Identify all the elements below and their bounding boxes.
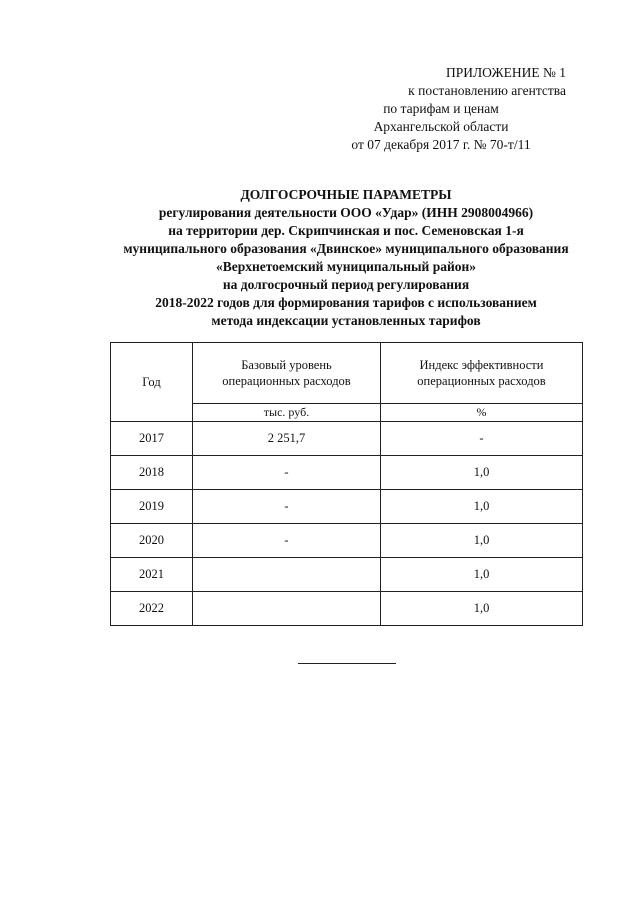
title-heading: ДОЛГОСРОЧНЫЕ ПАРАМЕТРЫ xyxy=(240,187,452,202)
parameters-table xyxy=(110,342,583,626)
cell-year: 2019 xyxy=(111,490,193,524)
cell-base-level xyxy=(193,558,381,592)
cell-efficiency-index: 1,0 xyxy=(381,456,583,490)
table-row xyxy=(111,422,583,456)
appendix-line-3: по тарифам и ценам xyxy=(383,101,499,116)
signature-line xyxy=(298,663,396,664)
cell-efficiency-index: 1,0 xyxy=(381,558,583,592)
title-line-6: на долгосрочный период регулирования xyxy=(222,277,470,292)
cell-base-level: - xyxy=(193,456,381,490)
appendix-number: ПРИЛОЖЕНИЕ № 1 xyxy=(445,65,566,80)
header-base-level-line-2: операционных расходов xyxy=(222,374,351,388)
appendix-block xyxy=(316,64,566,154)
cell-efficiency-index: - xyxy=(381,422,583,456)
cell-base-level: - xyxy=(193,490,381,524)
title-line-3: на территории дер. Скрипчинская и пос. Семеновская 1-я xyxy=(168,223,524,238)
header-efficiency-line-2: операционных расходов xyxy=(417,374,546,388)
cell-efficiency-index: 1,0 xyxy=(381,592,583,626)
table-row xyxy=(111,524,583,558)
title-line-5: «Верхнетоемский муниципальный район» xyxy=(215,259,477,274)
unit-base-level: тыс. руб. xyxy=(193,404,381,422)
cell-year: 2021 xyxy=(111,558,193,592)
table-row xyxy=(111,490,583,524)
cell-efficiency-index: 1,0 xyxy=(381,490,583,524)
title-line-4: муниципального образования «Двинское» муниципального образования xyxy=(123,241,569,256)
appendix-date: от 07 декабря 2017 г. № 70-т/11 xyxy=(351,137,531,152)
header-efficiency-index xyxy=(381,343,583,404)
table-row xyxy=(111,592,583,626)
header-base-level-line-1: Базовый уровень xyxy=(241,358,332,372)
appendix-line-2: к постановлению агентства xyxy=(408,83,566,98)
cell-base-level: - xyxy=(193,524,381,558)
cell-year: 2018 xyxy=(111,456,193,490)
table-row xyxy=(111,456,583,490)
cell-year: 2022 xyxy=(111,592,193,626)
title-line-2: регулирования деятельности ООО «Удар» (ИНН 2908004966) xyxy=(158,205,534,220)
title-line-8: метода индексации установленных тарифов xyxy=(211,313,481,328)
appendix-line-4: Архангельской области xyxy=(373,119,509,134)
cell-base-level: 2 251,7 xyxy=(193,422,381,456)
cell-year: 2017 xyxy=(111,422,193,456)
header-year: Год xyxy=(111,343,193,422)
cell-efficiency-index: 1,0 xyxy=(381,524,583,558)
table-row xyxy=(111,558,583,592)
document-title xyxy=(60,186,632,330)
header-base-level xyxy=(193,343,381,404)
unit-efficiency-index: % xyxy=(381,404,583,422)
cell-year: 2020 xyxy=(111,524,193,558)
table-header-row xyxy=(111,343,583,404)
header-efficiency-line-1: Индекс эффективности xyxy=(419,358,544,372)
title-line-7: 2018-2022 годов для формирования тарифов с использованием xyxy=(155,295,537,310)
cell-base-level xyxy=(193,592,381,626)
